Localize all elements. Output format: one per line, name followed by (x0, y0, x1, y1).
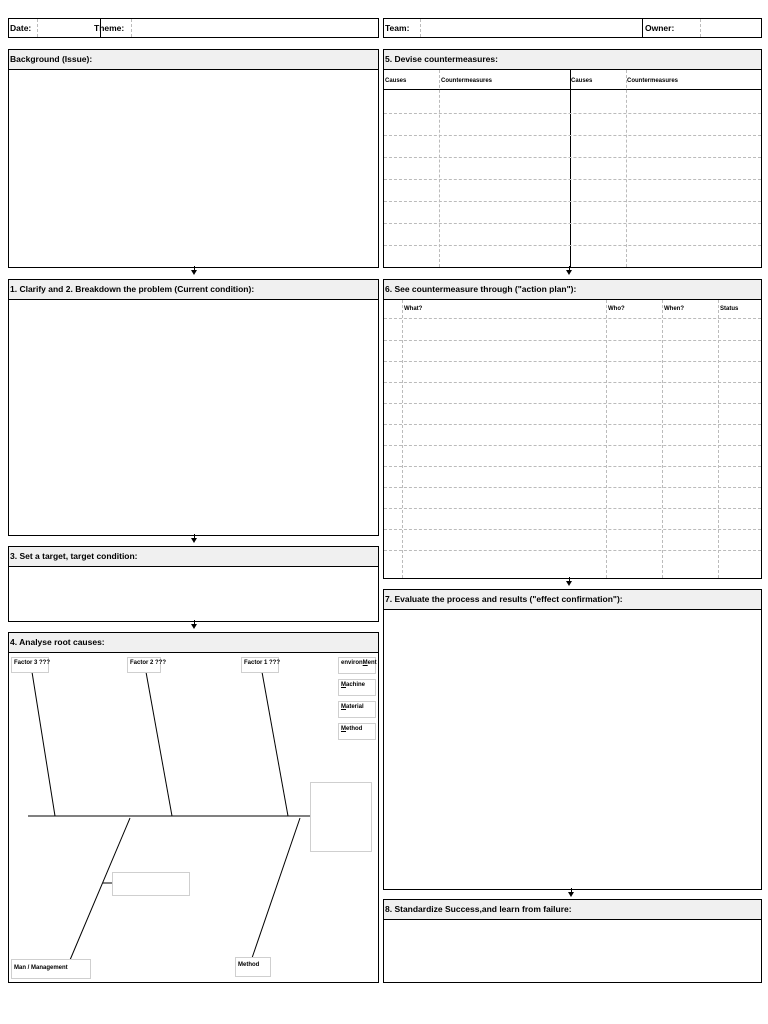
theme-label: Theme: (94, 23, 125, 33)
evaluate-text-area[interactable] (384, 610, 761, 889)
flow-arrow-icon (566, 270, 572, 275)
status-col-header: Status (720, 306, 739, 312)
what-col-header: What? (404, 306, 423, 312)
action-plan-table (384, 300, 761, 578)
countermeasures-section (383, 49, 762, 268)
category-machine[interactable] (338, 679, 376, 696)
standardize-heading: 8. Standardize Success,and learn from failure: (384, 900, 761, 920)
category-method-text: Method (341, 726, 363, 732)
standardize-text-area[interactable] (384, 920, 761, 982)
factor-2-label[interactable]: Factor 2 ??? (127, 657, 161, 673)
owner-label: Owner: (645, 23, 675, 33)
countermeasures-heading: 5. Devise countermeasures: (384, 50, 761, 70)
target-heading: 3. Set a target, target condition: (9, 547, 378, 567)
sub-cause-box[interactable] (112, 872, 190, 896)
standardize-section (383, 899, 762, 983)
factor-3-label[interactable]: Factor 3 ??? (11, 657, 49, 673)
causes-col-header: Causes (385, 78, 407, 84)
countermeasures-col-header: Countermeasures (441, 78, 493, 84)
evaluate-heading: 7. Evaluate the process and results ("effect confirmation"): (384, 590, 761, 610)
category-environment-text: environMent (341, 660, 377, 666)
category-method[interactable] (338, 723, 376, 740)
man-management-label[interactable]: Man / Management (11, 959, 91, 979)
category-environment[interactable] (338, 657, 376, 674)
clarify-heading: 1. Clarify and 2. Breakdown the problem (Current condition): (9, 280, 378, 300)
method-bottom-label[interactable]: Method (235, 957, 271, 977)
bone-factor-1 (262, 672, 288, 816)
counter-table-divider (570, 70, 571, 267)
countermeasures-col-header-2: Countermeasures (627, 78, 679, 84)
when-col-header: When? (664, 306, 684, 312)
bone-method (252, 818, 300, 958)
root-cause-heading: 4. Analyse root causes: (9, 633, 378, 653)
date-label: Date: (10, 23, 32, 33)
category-material-text: Material (341, 704, 364, 710)
flow-arrow-icon (568, 892, 574, 897)
background-heading: Background (Issue): (9, 50, 378, 70)
team-label: Team: (385, 23, 410, 33)
action-plan-section (383, 279, 762, 579)
causes-col-header-2: Causes (571, 78, 593, 84)
bone-factor-2 (146, 672, 172, 816)
bone-factor-3 (32, 672, 55, 816)
problem-head-box[interactable] (310, 782, 372, 852)
evaluate-section (383, 589, 762, 890)
factor-1-label[interactable]: Factor 1 ??? (241, 657, 279, 673)
who-col-header: Who? (608, 306, 625, 312)
category-machine-text: Machine (341, 682, 366, 688)
flow-arrow-icon (566, 581, 572, 586)
action-plan-heading: 6. See countermeasure through ("action plan"): (384, 280, 761, 300)
category-material[interactable] (338, 701, 376, 718)
countermeasures-table (384, 70, 761, 267)
